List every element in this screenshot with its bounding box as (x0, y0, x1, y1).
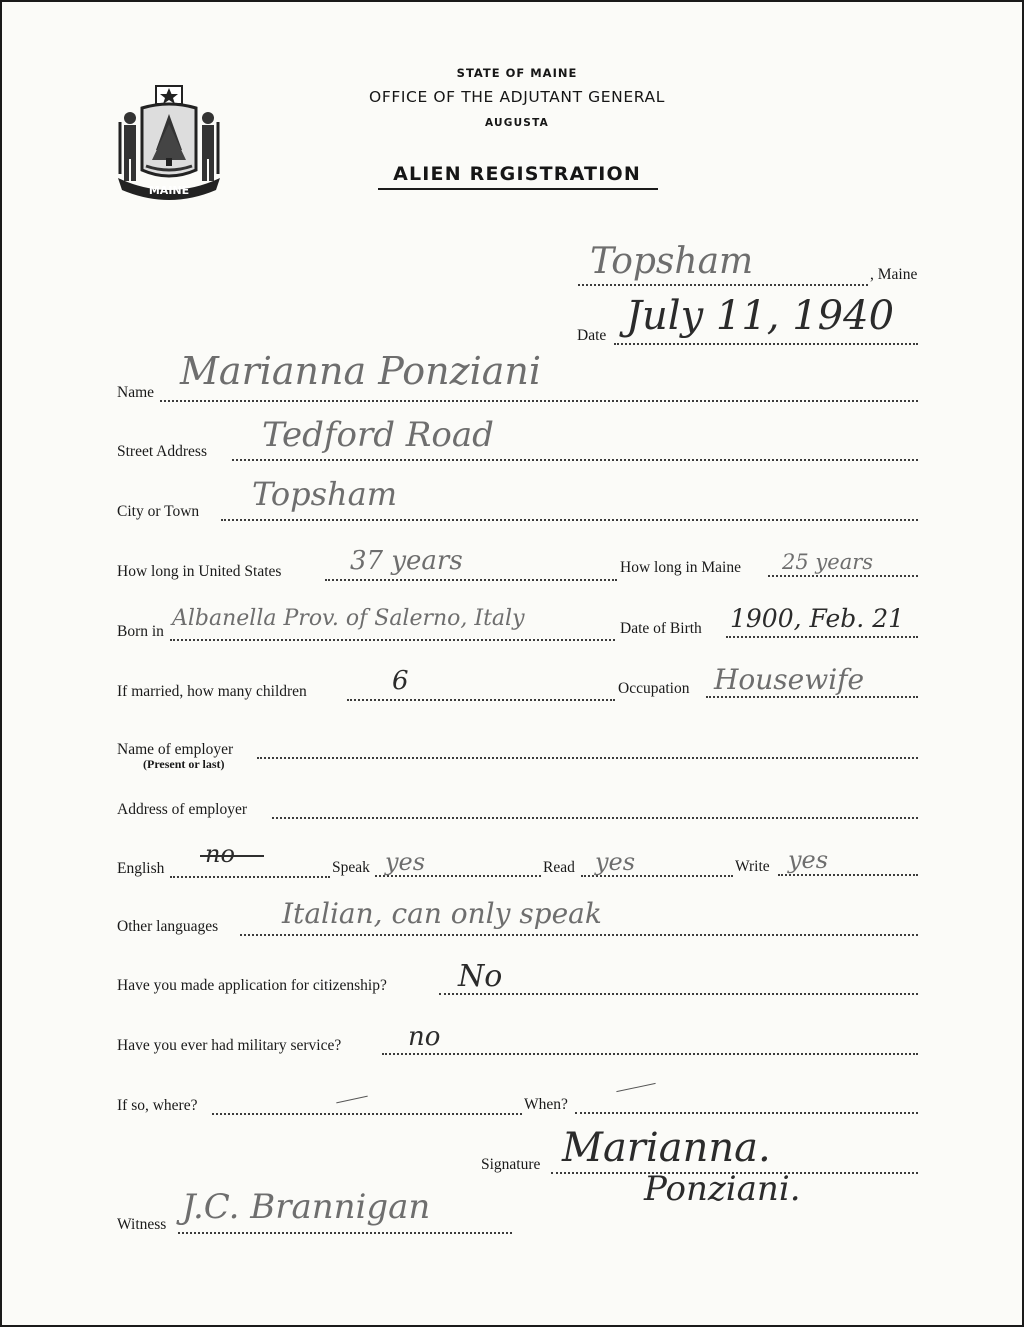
date-of-birth-entry: 1900, Feb. 21 (730, 604, 904, 633)
city-or-town-label: City or Town (117, 503, 200, 520)
title-underline (378, 188, 658, 190)
if-so-where-line (212, 1113, 522, 1115)
when-line (575, 1112, 918, 1114)
read-label: Read (543, 859, 575, 876)
town-field-line (578, 284, 868, 286)
how-long-us-entry: 37 years (350, 546, 463, 576)
name-label: Name (117, 384, 155, 401)
where-dash-mark (336, 1096, 368, 1104)
how-long-maine-label: How long in Maine (620, 559, 741, 576)
children-line (347, 699, 615, 701)
children-entry: 6 (392, 666, 409, 696)
employer-address-line (272, 817, 918, 819)
witness-line (178, 1232, 512, 1234)
military-entry: no (408, 1022, 441, 1052)
state-heading: STATE OF MAINE (456, 66, 578, 80)
occupation-label: Occupation (618, 680, 690, 697)
other-languages-line (240, 934, 918, 936)
city-heading: AUGUSTA (485, 117, 549, 129)
if-so-where-label: If so, where? (117, 1097, 198, 1114)
office-heading: OFFICE OF THE ADJUTANT GENERAL (369, 88, 665, 106)
seal-banner-text: MAINE (148, 184, 190, 197)
town-entry: Topsham (590, 241, 754, 282)
employer-address-label: Address of employer (117, 801, 247, 818)
form-title: ALIEN REGISTRATION (393, 163, 641, 185)
born-in-line (170, 639, 615, 641)
citizenship-line (439, 993, 918, 995)
military-line (382, 1053, 918, 1055)
date-of-birth-label: Date of Birth (620, 620, 702, 637)
write-line (778, 874, 918, 876)
employer-note: (Present or last) (143, 757, 225, 771)
children-label: If married, how many children (117, 683, 307, 700)
date-label: Date (577, 327, 607, 344)
witness-entry: J.C. Brannigan (182, 1187, 431, 1227)
date-entry: July 11, 1940 (626, 293, 895, 339)
born-in-entry: Albanella Prov. of Salerno, Italy (172, 606, 525, 631)
city-or-town-entry: Topsham (252, 475, 398, 513)
city-or-town-line (221, 519, 918, 521)
english-strikeout (200, 855, 264, 857)
english-line (170, 876, 330, 878)
how-long-us-label: How long in United States (117, 563, 282, 580)
write-label: Write (735, 858, 770, 875)
date-of-birth-line (726, 636, 918, 638)
street-address-entry: Tedford Road (262, 415, 494, 455)
born-in-label: Born in (117, 623, 164, 640)
occupation-line (706, 696, 918, 698)
how-long-maine-line (768, 575, 918, 577)
signature-entry-line1: Marianna. (562, 1125, 771, 1171)
street-address-line (232, 459, 918, 461)
military-label: Have you ever had military service? (117, 1037, 342, 1054)
name-field-line (160, 400, 918, 402)
read-entry: yes (595, 848, 636, 876)
signature-label: Signature (481, 1156, 541, 1173)
when-dash-mark (616, 1083, 655, 1092)
citizenship-label: Have you made application for citizenship? (117, 977, 387, 994)
when-label: When? (524, 1096, 568, 1113)
other-languages-label: Other languages (117, 918, 219, 935)
other-languages-entry: Italian, can only speak (282, 897, 602, 930)
signature-entry-line2: Ponziani. (644, 1169, 801, 1209)
english-label: English (117, 860, 165, 877)
citizenship-entry: No (458, 959, 503, 994)
how-long-maine-entry: 25 years (782, 550, 874, 574)
witness-label: Witness (117, 1216, 167, 1233)
occupation-entry: Housewife (714, 663, 865, 696)
english-entry: no (205, 840, 235, 868)
maine-label: , Maine (870, 266, 918, 283)
employer-name-label: Name of employer (117, 741, 234, 758)
speak-label: Speak (332, 859, 370, 876)
name-entry: Marianna Ponziani (180, 349, 542, 393)
write-entry: yes (788, 846, 829, 874)
speak-entry: yes (385, 848, 426, 876)
how-long-us-line (325, 579, 617, 581)
employer-name-line (257, 757, 918, 759)
street-address-label: Street Address (117, 443, 207, 460)
date-field-line (614, 343, 918, 345)
